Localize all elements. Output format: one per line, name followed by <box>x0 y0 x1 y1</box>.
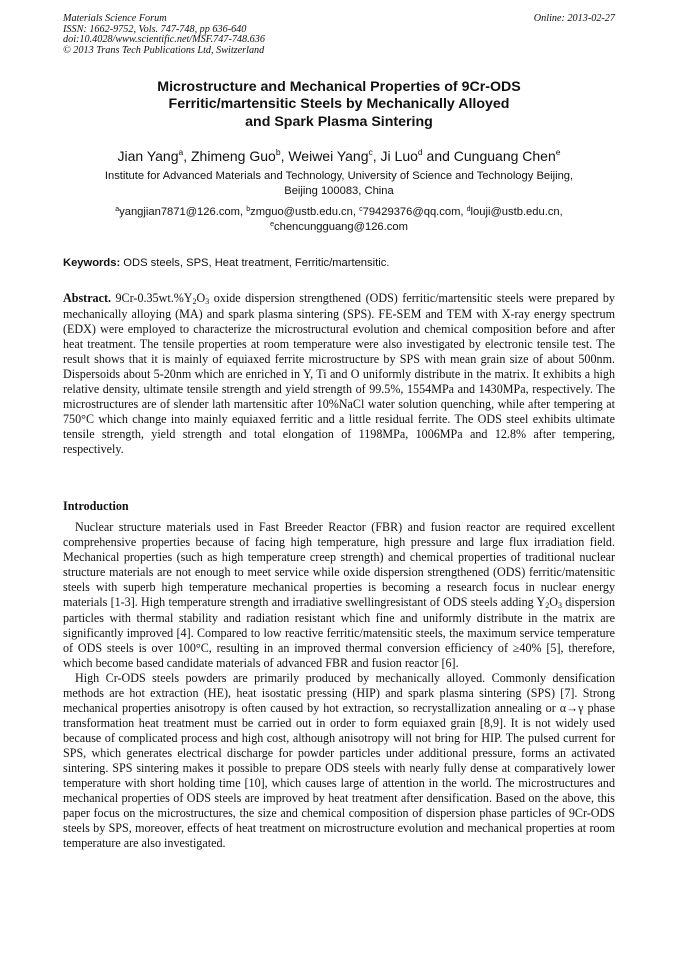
email-link[interactable]: yangjian7871@126.com, <box>119 206 244 218</box>
online-date: Online: 2013-02-27 <box>533 13 615 24</box>
affiliation <box>63 169 615 199</box>
intro-paragraph: High Cr-ODS steels powders are primarily produced by mechanically alloyed. Commonly densification methods are hot extraction (HE), heat isostatic pressing (HIP) and spark plasma sintering (SPS) [7]. Strong mechanical properties anisotropy is often caused by hot extraction, so recrystallization annealing or α→γ phase transformation heat treatment must be carried out in order to form equiaxed grain [8,9]. It is not widely used because of complicated process and high cost, although anisotropy will not bring for HIP. The pulsed current for SPS, which generates electrical discharge for powder particles under additional pressure, forms an activated sintering. SPS sintering makes it possible to prepare ODS steels with nearly fully dense at comparatively lower temperature with short holding time [10], which causes large of attention in the world. The microstructures and mechanical properties of ODS steels are improved by heat treatment after densification. Based on the above, this paper focus on the microstructures, the size and chemical composition of dispersion phase particles of 9Cr-ODS steels by SPS, moreover, effects of heat treatment on microstructure evolution and mechanical properties at room temperature are also investigated. <box>63 671 615 850</box>
doi-line: doi:10.4028/www.scientific.net/MSF.747-748.636 <box>63 34 265 46</box>
abstract-paragraph <box>63 291 615 457</box>
intro-paragraph <box>63 520 615 671</box>
author-marker: b <box>275 147 281 157</box>
email-marker: a <box>115 206 120 213</box>
title-line: Ferritic/martensitic Steels by Mechanically Alloyed <box>168 96 510 113</box>
keywords <box>63 256 615 270</box>
email-marker: d <box>466 206 471 213</box>
author-emails <box>63 205 615 234</box>
keywords-text: ODS steels, SPS, Heat treatment, Ferritic/martensitic. <box>120 257 390 269</box>
author-marker: e <box>555 147 561 157</box>
affiliation-line: Institute for Advanced Materials and Technology, University of Science and Technology Beijing, <box>104 170 574 182</box>
journal-name: Materials Science Forum <box>63 13 167 24</box>
author-name: Ji Luo <box>380 148 418 164</box>
paper-title <box>63 79 615 131</box>
intro-text: Nuclear structure materials used in Fast Breeder Reactor (FBR) and fusion reactor are required excellent comprehensive properties because of facing high temperature, high pressure and large flux irradiation field. Mechanical properties (such as high temperature creep strength) and chemical properties of traditional nuclear structure materials are not enough to meet service while oxide dispersion strengthened (ODS) ferritic/matensitic steels with superb high temperature mechanical properties is becoming a research focus in nuclear energy materials [1-3]. High temperature strength and irradiative swellingresistant of ODS steels adding Y <box>63 520 615 609</box>
email-link[interactable]: 79429376@qq.com, <box>362 206 464 218</box>
copyright-line: © 2013 Trans Tech Publications Ltd, Switzerland <box>63 44 265 56</box>
subscript: 2 <box>192 297 197 306</box>
abstract-text: 9Cr-0.35wt.%Y <box>111 291 193 305</box>
author-name: Cunguang Chen <box>453 148 556 164</box>
subscript: 2 <box>545 601 550 610</box>
intro-text: dispersion particles with thermal stability and radiation resistant which fine and uniformly distribute in the matrix are significantly improved [4]. Compared to low reactive ferritic/matensitic steels, the maximum service temperature of ODS steels is over 100°C, resulting in an improved thermal conversion efficiency of ≥40% [5], therefore, which become based candidate materials of advanced FBR and fusion reactor [6]. <box>63 595 615 670</box>
section-heading: Introduction <box>63 499 129 513</box>
issn-line: ISSN: 1662-9752, Vols. 747-748, pp 636-640 <box>63 23 247 35</box>
author-name: Jian Yang <box>117 148 179 164</box>
abstract <box>63 291 615 457</box>
author-conjunction: and <box>422 148 454 164</box>
author-marker: a <box>178 147 184 157</box>
abstract-text: oxide dispersion strengthened (ODS) ferritic/martensitic steels were prepared by mechanically alloying (MA) and spark plasma sintering (SPS). FE-SEM and TEM with X-ray energy spectrum (EDX) were employed to characterize the microstructural evolution and chemical composition before and after heat treatment. The tensile properties at room temperature were also investigated by electronic tensile test. The result shows that it is mainly of equiaxed ferrite microstructure by SPS with mean grain size of about 500nm. Dispersoids about 5-20nm which are enriched in Y, Ti and O uniformly distribute in the matrix. It exhibits a high relative density, ultimate tensile strength and yield strength of 99.5%, 1554MPa and 1430MPa, respectively. The microstructures are of slender lath martensitic after 10%NaCl water solution quenching, while after tempering at 750°C which change into mainly equiaxed ferritic and a little residual ferrite. The ODS steel exhibits ultimate tensile strength, yield strength and total elongation of 1198MPa, 1006MPa and 12.8% after tempering, respectively. <box>63 291 615 456</box>
title-line: and Spark Plasma Sintering <box>245 113 433 130</box>
author-name: Weiwei Yang <box>288 148 369 164</box>
author-name: Zhimeng Guo <box>191 148 276 164</box>
author-marker: d <box>417 147 423 157</box>
email-marker: b <box>246 206 251 213</box>
email-marker: c <box>359 206 363 213</box>
email-link[interactable]: zmguo@ustb.edu.cn, <box>250 206 356 218</box>
keywords-label: Keywords: <box>63 257 121 269</box>
introduction <box>63 520 615 851</box>
author-list: Jian Yang$^a$, Zhimeng Guo$^b$, Weiwei Yang$^c$, Ji Luo$^d$ and Cunguang Chen$^e$ <box>117 147 561 164</box>
email-link[interactable]: chencungguang@126.com <box>274 220 408 233</box>
subscript: 3 <box>558 601 563 610</box>
email-marker: e <box>270 220 274 228</box>
abstract-label: Abstract. <box>63 291 112 305</box>
abstract-text: O <box>196 291 206 305</box>
journal-header <box>63 14 615 56</box>
email-link[interactable]: louji@ustb.edu.cn, <box>470 206 563 218</box>
affiliation-line: Beijing 100083, China <box>284 185 394 197</box>
author-marker: c <box>368 147 373 157</box>
subscript: 3 <box>205 297 210 306</box>
intro-text: O <box>549 595 559 609</box>
title-line: Microstructure and Mechanical Properties of 9Cr-ODS <box>157 79 521 95</box>
